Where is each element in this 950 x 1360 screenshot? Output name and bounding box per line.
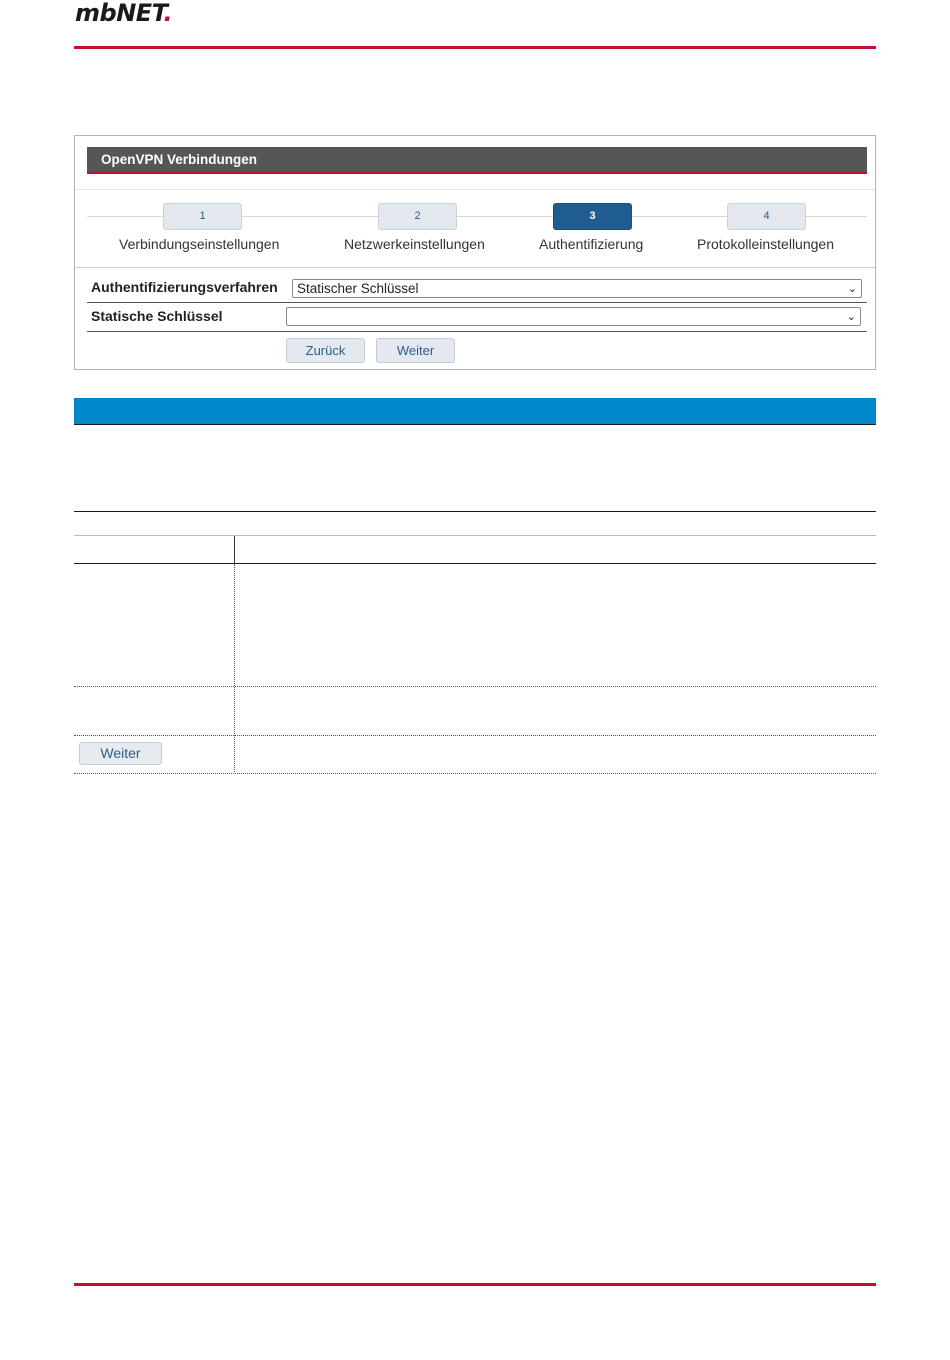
wizard-step-1[interactable]: 1 [163, 203, 242, 230]
openvpn-wizard-panel [74, 135, 876, 370]
table-top-rule [74, 511, 876, 512]
field-row-rule [87, 302, 867, 303]
table-row [74, 735, 876, 736]
next-button[interactable]: Weiter [79, 742, 162, 765]
static-keys-label: Statische Schlüssel [91, 308, 223, 324]
auth-method-select[interactable] [292, 279, 862, 298]
table-header-rule [74, 535, 876, 536]
wizard-step-3[interactable]: 3 [553, 203, 632, 230]
static-keys-select[interactable] [286, 307, 861, 326]
auth-method-label: Authentifizierungsverfahren [91, 279, 278, 295]
panel-title: OpenVPN Verbindungen [87, 147, 867, 174]
field-row-rule [87, 331, 867, 332]
panel-divider [75, 189, 875, 190]
brand-logo: mbNET. [75, 0, 173, 27]
wizard-step-3-label: Authentifizierung [539, 236, 644, 252]
wizard-step-1-label: Verbindungseinstellungen [119, 236, 280, 252]
chevron-down-icon: ⌄ [846, 311, 856, 323]
table-row [74, 686, 876, 687]
footer-rule [74, 1283, 876, 1286]
header-rule [74, 46, 876, 49]
next-button[interactable]: Weiter [376, 338, 455, 363]
section-bar [74, 398, 876, 425]
table-header-divider [234, 536, 235, 563]
table-row [74, 773, 876, 774]
wizard-step-4[interactable]: 4 [727, 203, 806, 230]
wizard-step-2-label: Netzwerkeinstellungen [344, 236, 485, 252]
wizard-step-4-label: Protokolleinstellungen [697, 236, 834, 252]
chevron-down-icon: ⌄ [847, 283, 857, 295]
steps-divider [75, 267, 875, 268]
table-column-divider [234, 564, 235, 772]
back-button[interactable]: Zurück [286, 338, 365, 363]
table-header-bottom-rule [74, 563, 876, 564]
wizard-step-2[interactable]: 2 [378, 203, 457, 230]
auth-method-value: Statischer Schlüssel [297, 281, 419, 296]
